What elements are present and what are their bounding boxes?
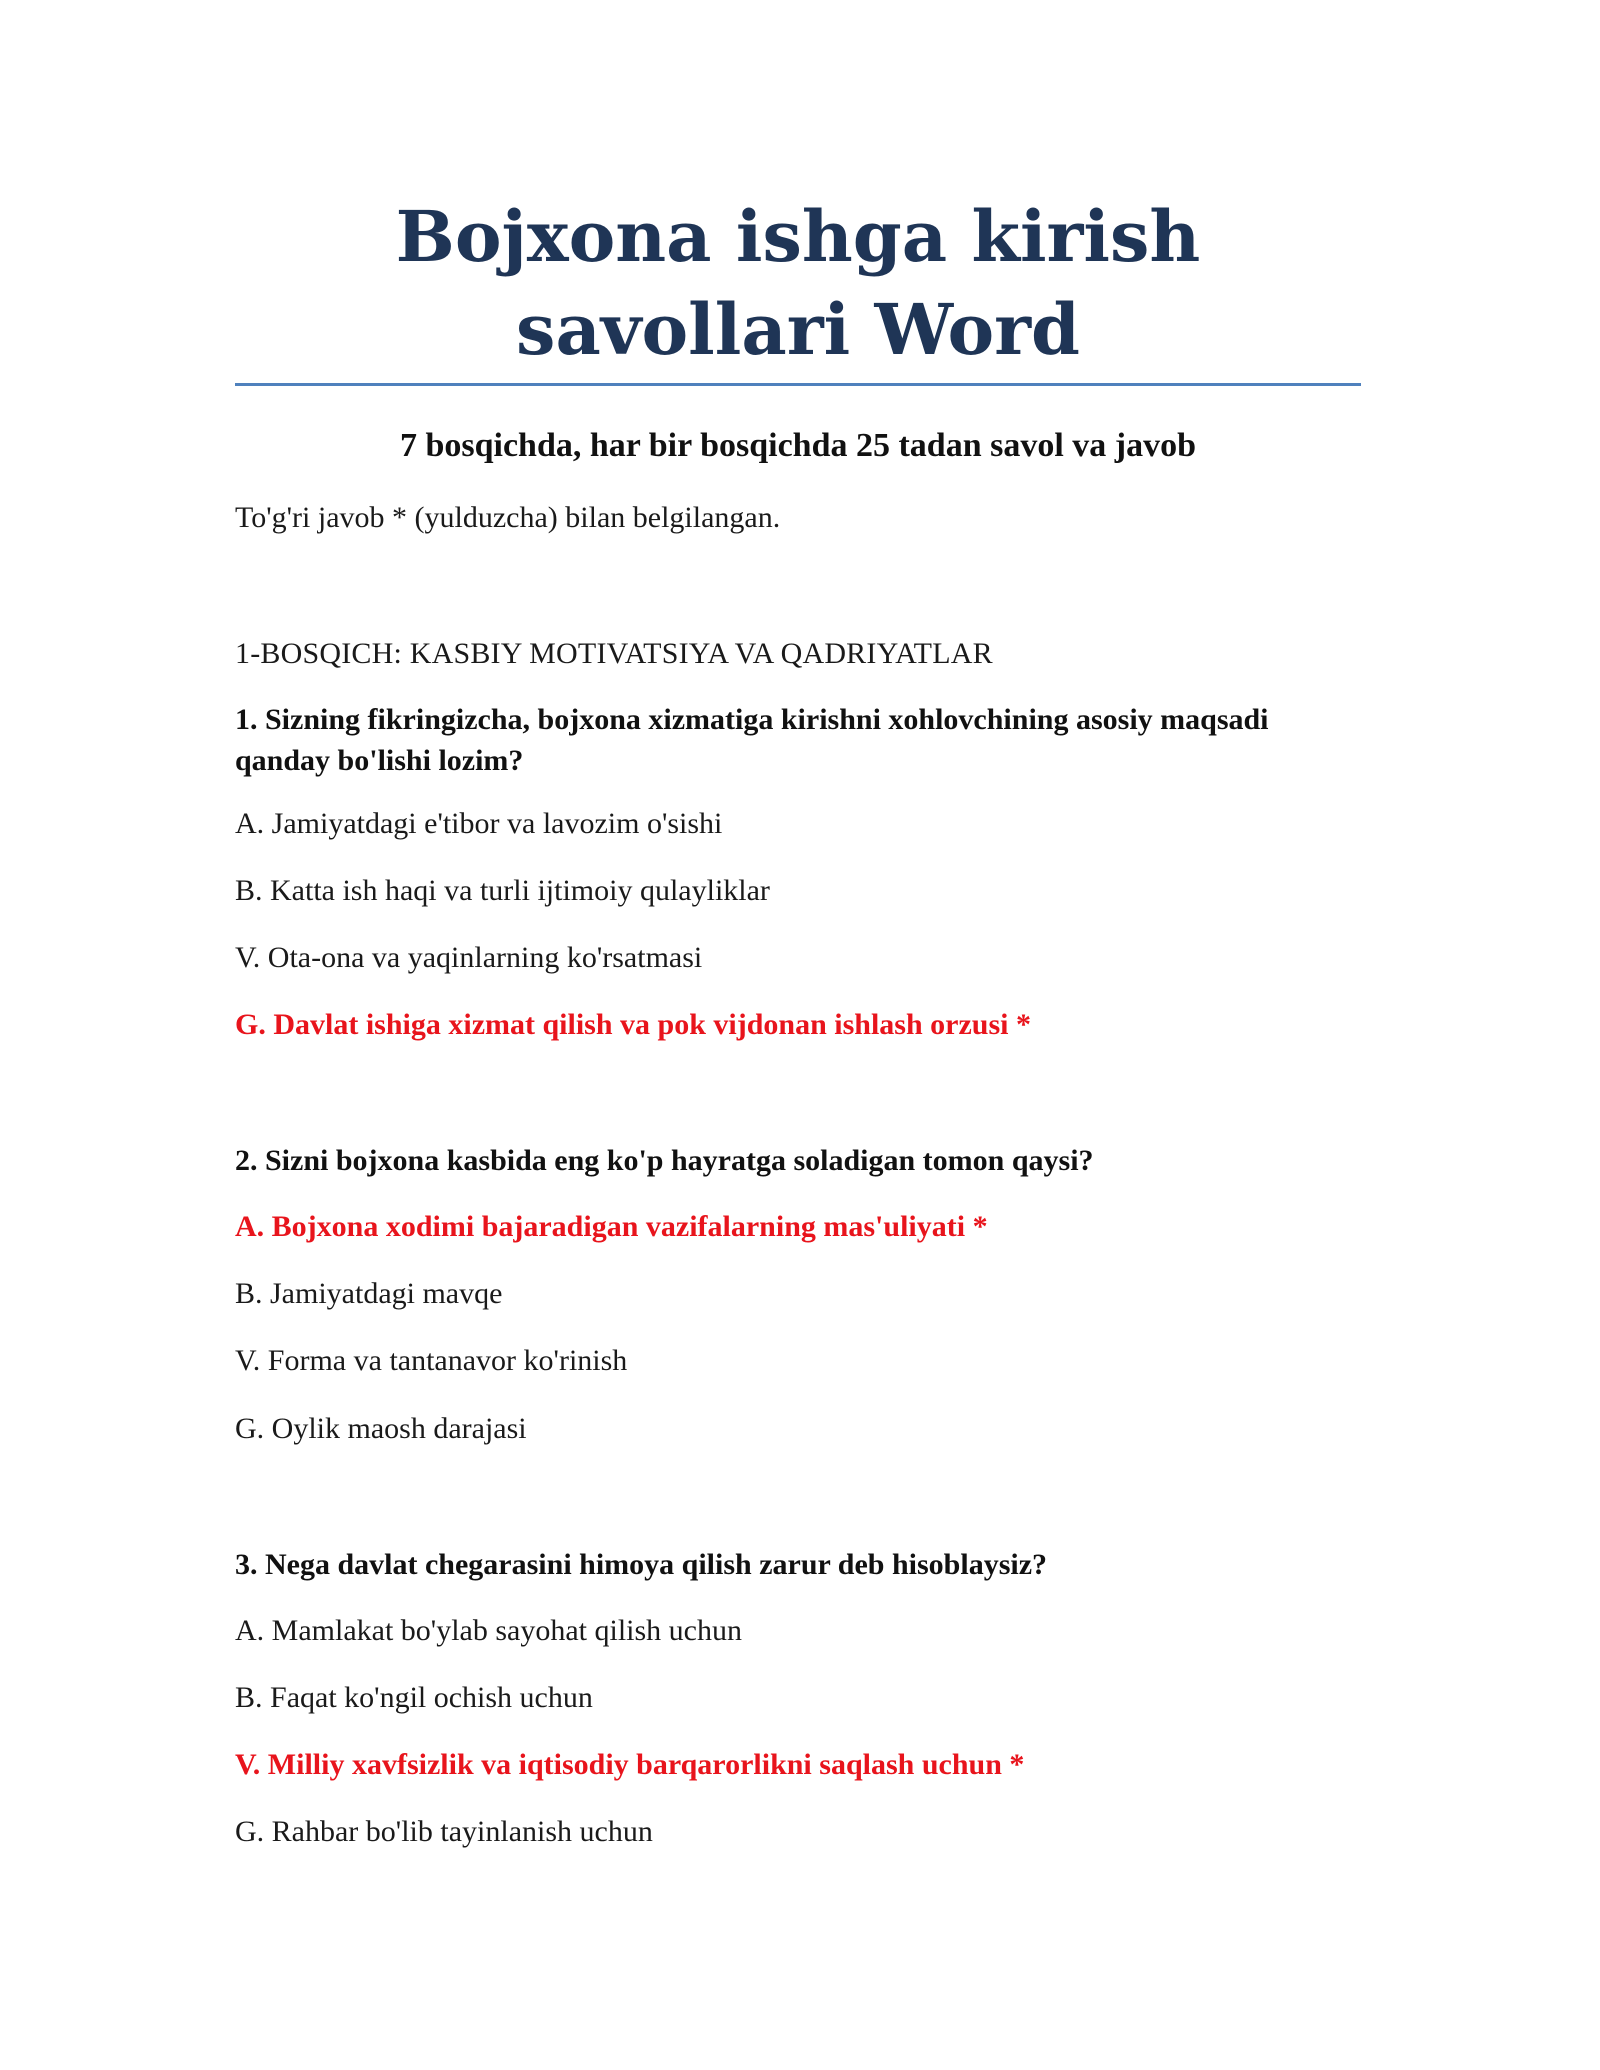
question-1-option-v: V. Ota-ona va yaqinlarning ko'rsatmasi (235, 941, 703, 974)
section-heading: 1-BOSQICH: KASBIY MOTIVATSIYA VA QADRIYATLAR (235, 637, 993, 670)
question-3-option-g: G. Rahbar bo'lib tayinlanish uchun (235, 1815, 653, 1848)
question-1-option-b: B. Katta ish haqi va turli ijtimoiy qulayliklar (235, 874, 770, 907)
question-1-option-g-correct: G. Davlat ishiga xizmat qilish va pok vijdonan ishlash orzusi * (235, 1008, 1031, 1041)
question-2-option-v: V. Forma va tantanavor ko'rinish (235, 1344, 628, 1377)
question-2-option-a-correct: A. Bojxona xodimi bajaradigan vazifalarning mas'uliyati * (235, 1210, 988, 1243)
answer-key-note: To'g'ri javob * (yulduzcha) bilan belgilangan. (235, 501, 781, 534)
question-2-option-b: B. Jamiyatdagi mavqe (235, 1277, 503, 1310)
question-3: 3. Nega davlat chegarasini himoya qilish zarur deb hisoblaysiz? (235, 1548, 1048, 1581)
question-3-option-b: B. Faqat ko'ngil ochish uchun (235, 1681, 593, 1714)
document-title: Bojxona ishga kirish savollari Word (395, 195, 1201, 371)
question-2: 2. Sizni bojxona kasbida eng ko'p hayratga soladigan tomon qaysi? (235, 1144, 1094, 1177)
document-subtitle: 7 bosqichda, har bir bosqichda 25 tadan savol va javob (399, 427, 1197, 464)
title-divider (235, 383, 1361, 386)
question-2-option-g: G. Oylik maosh darajasi (235, 1412, 527, 1445)
question-3-option-a: A. Mamlakat bo'ylab sayohat qilish uchun (235, 1614, 742, 1647)
question-1: 1. Sizning fikringizcha, bojxona xizmatiga kirishni xohlovchining asosiy maqsadi qanday bo'lishi lozim? (235, 703, 1269, 777)
question-1-option-a: A. Jamiyatdagi e'tibor va lavozim o'sishi (235, 807, 723, 840)
question-3-option-v-correct: V. Milliy xavfsizlik va iqtisodiy barqarorlikni saqlash uchun * (235, 1748, 1025, 1781)
